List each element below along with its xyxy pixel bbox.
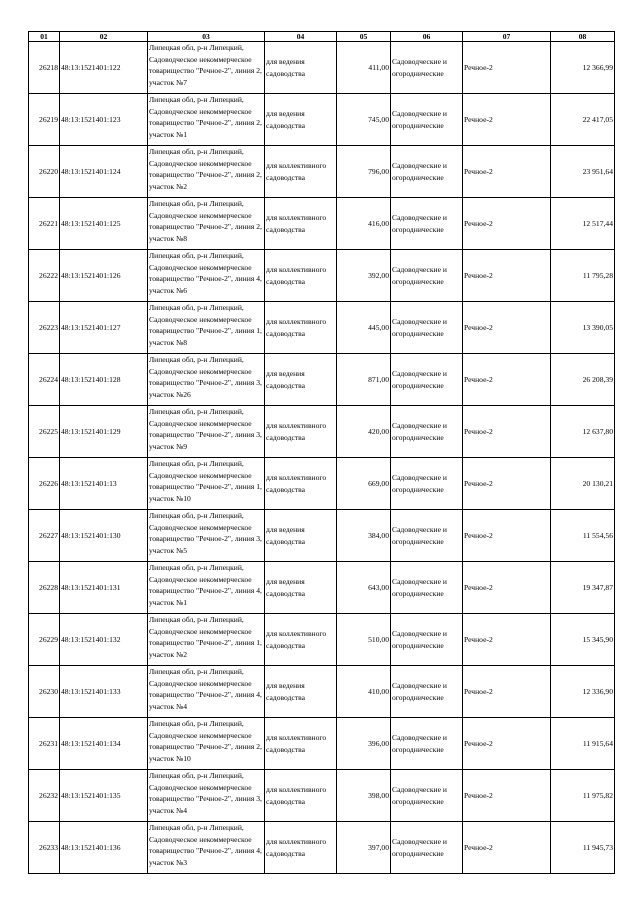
cadastral-value-text: 12 517,44 xyxy=(582,218,613,228)
cadastral-value-text: 11 795,28 xyxy=(582,270,613,280)
cadastral-number-cell xyxy=(60,562,148,614)
settlement-name-cell xyxy=(463,822,551,874)
cadastral-number-cell xyxy=(60,198,148,250)
address-text: Липецкая обл, р-н Липецкий, Садоводческое некоммерческое товарищество "Речное-2", линия 4, участок №3 xyxy=(149,823,262,867)
settlement-name-cell xyxy=(463,666,551,718)
area-cell xyxy=(337,302,391,354)
usage-category-text: Садоводческие и огороднические xyxy=(392,629,447,650)
cadastral-number-text: 48:13:1521401:131 xyxy=(61,582,121,592)
usage-category-text: Садоводческие и огороднические xyxy=(392,213,447,234)
address-text: Липецкая обл, р-н Липецкий, Садоводческое некоммерческое товарищество "Речное-2", линия 2, участок №8 xyxy=(149,199,262,243)
cadastral-value-text: 12 637,80 xyxy=(582,426,613,436)
cadastral-number-cell xyxy=(60,250,148,302)
settlement-name-cell xyxy=(463,718,551,770)
area-text: 392,00 xyxy=(368,270,389,280)
area-cell xyxy=(337,146,391,198)
cadastral-value-text: 22 417,05 xyxy=(582,114,613,124)
row-number-text: 26221 xyxy=(39,218,58,228)
settlement-name-cell xyxy=(463,198,551,250)
row-number-cell xyxy=(29,198,60,250)
permitted-use-cell xyxy=(265,146,337,198)
row-number-cell xyxy=(29,822,60,874)
table-header xyxy=(29,32,615,42)
settlement-name-cell xyxy=(463,458,551,510)
address-cell xyxy=(148,198,265,250)
permitted-use-cell xyxy=(265,250,337,302)
usage-category-text: Садоводческие и огороднические xyxy=(392,473,447,494)
settlement-name-cell xyxy=(463,614,551,666)
row-number-cell xyxy=(29,250,60,302)
address-text: Липецкая обл, р-н Липецкий, Садоводческое некоммерческое товарищество "Речное-2", линия 3, участок №4 xyxy=(149,771,262,815)
usage-category-cell xyxy=(391,770,463,822)
usage-category-text: Садоводческие и огороднические xyxy=(392,525,447,546)
permitted-use-cell xyxy=(265,562,337,614)
row-number-cell xyxy=(29,510,60,562)
row-number-cell xyxy=(29,42,60,94)
cadastral-number-text: 48:13:1521401:13 xyxy=(61,478,117,488)
cadastral-value-cell xyxy=(551,666,615,718)
usage-category-cell xyxy=(391,562,463,614)
area-cell xyxy=(337,94,391,146)
header-col-03: 03 xyxy=(148,32,265,42)
cadastral-value-text: 12 366,99 xyxy=(582,62,613,72)
settlement-name-text: Речное-2 xyxy=(464,166,493,176)
address-cell xyxy=(148,458,265,510)
permitted-use-text: для коллективного садоводства xyxy=(266,265,327,286)
area-cell xyxy=(337,822,391,874)
usage-category-cell xyxy=(391,718,463,770)
cadastral-value-text: 19 347,87 xyxy=(582,582,613,592)
usage-category-cell xyxy=(391,666,463,718)
usage-category-text: Садоводческие и огороднические xyxy=(392,317,447,338)
area-text: 384,00 xyxy=(368,530,389,540)
address-text: Липецкая обл, р-н Липецкий, Садоводческое некоммерческое товарищество "Речное-2", линия 1, участок №2 xyxy=(149,615,262,659)
usage-category-text: Садоводческие и огороднические xyxy=(392,109,447,130)
area-cell xyxy=(337,354,391,406)
table-row xyxy=(29,250,615,302)
address-text: Липецкая обл, р-н Липецкий, Садоводческое некоммерческое товарищество "Речное-2", линия 3, участок №9 xyxy=(149,407,262,451)
usage-category-text: Садоводческие и огороднические xyxy=(392,57,447,78)
address-text: Липецкая обл, р-н Липецкий, Садоводческое некоммерческое товарищество "Речное-2", линия 4, участок №6 xyxy=(149,251,262,295)
cadastral-value-cell xyxy=(551,42,615,94)
header-col-07: 07 xyxy=(463,32,551,42)
settlement-name-text: Речное-2 xyxy=(464,582,493,592)
table-row xyxy=(29,354,615,406)
cadastral-number-cell xyxy=(60,614,148,666)
area-text: 416,00 xyxy=(368,218,389,228)
area-text: 510,00 xyxy=(368,634,389,644)
cadastral-number-cell xyxy=(60,822,148,874)
row-number-text: 26228 xyxy=(39,582,58,592)
permitted-use-cell xyxy=(265,718,337,770)
settlement-name-cell xyxy=(463,770,551,822)
permitted-use-text: для коллективного садоводства xyxy=(266,473,327,494)
cadastral-value-text: 11 945,73 xyxy=(582,842,613,852)
usage-category-text: Садоводческие и огороднические xyxy=(392,733,447,754)
row-number-cell xyxy=(29,718,60,770)
row-number-cell xyxy=(29,406,60,458)
address-text: Липецкая обл, р-н Липецкий, Садоводческое некоммерческое товарищество "Речное-2", линия 3, участок №26 xyxy=(149,355,262,399)
row-number-text: 26233 xyxy=(39,842,58,852)
cadastral-number-cell xyxy=(60,510,148,562)
cadastral-number-text: 48:13:1521401:130 xyxy=(61,530,121,540)
address-cell xyxy=(148,614,265,666)
settlement-name-cell xyxy=(463,406,551,458)
usage-category-cell xyxy=(391,510,463,562)
usage-category-text: Садоводческие и огороднические xyxy=(392,785,447,806)
table-row xyxy=(29,42,615,94)
area-cell xyxy=(337,458,391,510)
permitted-use-cell xyxy=(265,406,337,458)
cadastral-number-text: 48:13:1521401:134 xyxy=(61,738,121,748)
cadastral-value-text: 15 345,90 xyxy=(582,634,613,644)
usage-category-cell xyxy=(391,198,463,250)
area-text: 397,00 xyxy=(368,842,389,852)
permitted-use-text: для коллективного садоводства xyxy=(266,213,327,234)
cadastral-number-text: 48:13:1521401:123 xyxy=(61,114,121,124)
header-row xyxy=(29,32,615,42)
permitted-use-text: для ведения садоводства xyxy=(266,525,306,546)
permitted-use-cell xyxy=(265,770,337,822)
cadastral-number-cell xyxy=(60,666,148,718)
address-text: Липецкая обл, р-н Липецкий, Садоводческое некоммерческое товарищество "Речное-2", линия 2, участок №1 xyxy=(149,95,262,139)
permitted-use-cell xyxy=(265,198,337,250)
row-number-text: 26229 xyxy=(39,634,58,644)
settlement-name-cell xyxy=(463,250,551,302)
row-number-cell xyxy=(29,666,60,718)
row-number-text: 26231 xyxy=(39,738,58,748)
usage-category-cell xyxy=(391,458,463,510)
permitted-use-cell xyxy=(265,302,337,354)
table-row xyxy=(29,822,615,874)
table-row xyxy=(29,666,615,718)
settlement-name-cell xyxy=(463,146,551,198)
address-text: Липецкая обл, р-н Липецкий, Садоводческое некоммерческое товарищество "Речное-2", линия 2, участок №7 xyxy=(149,43,262,87)
row-number-cell xyxy=(29,770,60,822)
cadastral-number-text: 48:13:1521401:127 xyxy=(61,322,121,332)
cadastral-value-cell xyxy=(551,146,615,198)
area-text: 398,00 xyxy=(368,790,389,800)
cadastral-number-cell xyxy=(60,718,148,770)
row-number-cell xyxy=(29,302,60,354)
address-cell xyxy=(148,406,265,458)
area-text: 410,00 xyxy=(368,686,389,696)
address-text: Липецкая обл, р-н Липецкий, Садоводческое некоммерческое товарищество "Речное-2", линия 1, участок №10 xyxy=(149,459,262,503)
row-number-text: 26226 xyxy=(39,478,58,488)
permitted-use-text: для коллективного садоводства xyxy=(266,161,327,182)
settlement-name-cell xyxy=(463,354,551,406)
usage-category-text: Садоводческие и огороднические xyxy=(392,161,447,182)
area-cell xyxy=(337,42,391,94)
settlement-name-text: Речное-2 xyxy=(464,322,493,332)
table-body xyxy=(29,42,615,874)
settlement-name-text: Речное-2 xyxy=(464,738,493,748)
area-text: 796,00 xyxy=(368,166,389,176)
area-cell xyxy=(337,666,391,718)
header-col-02: 02 xyxy=(60,32,148,42)
cadastral-number-cell xyxy=(60,458,148,510)
cadastral-value-text: 11 915,64 xyxy=(582,738,613,748)
cadastral-number-cell xyxy=(60,302,148,354)
cadastral-number-cell xyxy=(60,406,148,458)
area-text: 420,00 xyxy=(368,426,389,436)
permitted-use-text: для ведения садоводства xyxy=(266,681,306,702)
area-text: 411,00 xyxy=(368,62,389,72)
row-number-cell xyxy=(29,458,60,510)
area-text: 745,00 xyxy=(368,114,389,124)
table-row xyxy=(29,94,615,146)
address-cell xyxy=(148,562,265,614)
permitted-use-cell xyxy=(265,458,337,510)
header-col-08: 08 xyxy=(551,32,615,42)
cadastral-value-cell xyxy=(551,250,615,302)
cadastral-number-text: 48:13:1521401:133 xyxy=(61,686,121,696)
settlement-name-text: Речное-2 xyxy=(464,270,493,280)
permitted-use-text: для ведения садоводства xyxy=(266,369,306,390)
cadastral-value-text: 12 336,90 xyxy=(582,686,613,696)
permitted-use-text: для коллективного садоводства xyxy=(266,733,327,754)
permitted-use-text: для ведения садоводства xyxy=(266,577,306,598)
table-row xyxy=(29,718,615,770)
cadastral-value-cell xyxy=(551,406,615,458)
row-number-text: 26222 xyxy=(39,270,58,280)
cadastral-value-cell xyxy=(551,354,615,406)
usage-category-text: Садоводческие и огороднические xyxy=(392,577,447,598)
table-row xyxy=(29,198,615,250)
permitted-use-text: для коллективного садоводства xyxy=(266,421,327,442)
cadastral-number-text: 48:13:1521401:135 xyxy=(61,790,121,800)
cadastral-value-cell xyxy=(551,94,615,146)
settlement-name-text: Речное-2 xyxy=(464,686,493,696)
row-number-text: 26227 xyxy=(39,530,58,540)
table-row xyxy=(29,770,615,822)
address-cell xyxy=(148,718,265,770)
row-number-text: 26225 xyxy=(39,426,58,436)
settlement-name-cell xyxy=(463,94,551,146)
permitted-use-cell xyxy=(265,354,337,406)
address-text: Липецкая обл, р-н Липецкий, Садоводческое некоммерческое товарищество "Речное-2", линия 4, участок №4 xyxy=(149,667,262,711)
permitted-use-text: для коллективного садоводства xyxy=(266,629,327,650)
cadastral-value-text: 26 208,39 xyxy=(582,374,613,384)
cadastral-value-cell xyxy=(551,614,615,666)
area-cell xyxy=(337,250,391,302)
cadastral-number-text: 48:13:1521401:122 xyxy=(61,62,121,72)
cadastral-number-text: 48:13:1521401:125 xyxy=(61,218,121,228)
area-text: 643,00 xyxy=(368,582,389,592)
permitted-use-cell xyxy=(265,666,337,718)
permitted-use-text: для коллективного садоводства xyxy=(266,785,327,806)
cadastral-number-cell xyxy=(60,770,148,822)
address-cell xyxy=(148,770,265,822)
usage-category-text: Садоводческие и огороднические xyxy=(392,265,447,286)
row-number-text: 26219 xyxy=(39,114,58,124)
settlement-name-cell xyxy=(463,562,551,614)
settlement-name-text: Речное-2 xyxy=(464,218,493,228)
cadastral-number-cell xyxy=(60,42,148,94)
cadastral-number-cell xyxy=(60,94,148,146)
row-number-text: 26224 xyxy=(39,374,58,384)
area-text: 445,00 xyxy=(368,322,389,332)
area-cell xyxy=(337,770,391,822)
row-number-text: 26230 xyxy=(39,686,58,696)
permitted-use-text: для ведения садоводства xyxy=(266,57,306,78)
row-number-cell xyxy=(29,146,60,198)
settlement-name-text: Речное-2 xyxy=(464,842,493,852)
settlement-name-text: Речное-2 xyxy=(464,114,493,124)
address-text: Липецкая обл, р-н Липецкий, Садоводческое некоммерческое товарищество "Речное-2", линия 1, участок №8 xyxy=(149,303,262,347)
settlement-name-text: Речное-2 xyxy=(464,426,493,436)
permitted-use-cell xyxy=(265,614,337,666)
usage-category-cell xyxy=(391,822,463,874)
cadastral-value-text: 20 130,21 xyxy=(582,478,613,488)
permitted-use-text: для коллективного садоводства xyxy=(266,317,327,338)
settlement-name-cell xyxy=(463,510,551,562)
cadastral-number-cell xyxy=(60,146,148,198)
settlement-name-cell xyxy=(463,302,551,354)
area-cell xyxy=(337,718,391,770)
table-row xyxy=(29,458,615,510)
row-number-text: 26220 xyxy=(39,166,58,176)
cadastral-value-text: 11 554,56 xyxy=(582,530,613,540)
address-cell xyxy=(148,354,265,406)
cadastral-value-cell xyxy=(551,562,615,614)
cadastral-value-text: 13 390,05 xyxy=(582,322,613,332)
address-cell xyxy=(148,42,265,94)
land-registry-table xyxy=(28,31,615,874)
usage-category-cell xyxy=(391,42,463,94)
usage-category-cell xyxy=(391,146,463,198)
address-cell xyxy=(148,94,265,146)
address-cell xyxy=(148,302,265,354)
table-row xyxy=(29,614,615,666)
address-text: Липецкая обл, р-н Липецкий, Садоводческое некоммерческое товарищество "Речное-2", линия 2, участок №10 xyxy=(149,719,262,763)
usage-category-cell xyxy=(391,250,463,302)
permitted-use-cell xyxy=(265,510,337,562)
table-row xyxy=(29,562,615,614)
permitted-use-cell xyxy=(265,822,337,874)
cadastral-value-text: 23 951,64 xyxy=(582,166,613,176)
usage-category-text: Садоводческие и огороднические xyxy=(392,681,447,702)
row-number-cell xyxy=(29,94,60,146)
area-cell xyxy=(337,510,391,562)
usage-category-cell xyxy=(391,94,463,146)
row-number-cell xyxy=(29,354,60,406)
area-cell xyxy=(337,562,391,614)
area-text: 669,00 xyxy=(368,478,389,488)
table-row xyxy=(29,302,615,354)
address-cell xyxy=(148,250,265,302)
cadastral-value-cell xyxy=(551,822,615,874)
area-cell xyxy=(337,406,391,458)
usage-category-cell xyxy=(391,354,463,406)
settlement-name-text: Речное-2 xyxy=(464,530,493,540)
cadastral-value-cell xyxy=(551,198,615,250)
settlement-name-text: Речное-2 xyxy=(464,790,493,800)
settlement-name-cell xyxy=(463,42,551,94)
cadastral-number-text: 48:13:1521401:136 xyxy=(61,842,121,852)
cadastral-value-cell xyxy=(551,770,615,822)
table-row xyxy=(29,510,615,562)
cadastral-number-text: 48:13:1521401:129 xyxy=(61,426,121,436)
area-text: 871,00 xyxy=(368,374,389,384)
permitted-use-cell xyxy=(265,42,337,94)
cadastral-number-cell xyxy=(60,354,148,406)
cadastral-value-cell xyxy=(551,302,615,354)
row-number-cell xyxy=(29,614,60,666)
row-number-text: 26223 xyxy=(39,322,58,332)
permitted-use-cell xyxy=(265,94,337,146)
usage-category-text: Садоводческие и огороднические xyxy=(392,369,447,390)
row-number-cell xyxy=(29,562,60,614)
row-number-text: 26232 xyxy=(39,790,58,800)
cadastral-number-text: 48:13:1521401:124 xyxy=(61,166,121,176)
settlement-name-text: Речное-2 xyxy=(464,62,493,72)
header-col-01: 01 xyxy=(29,32,60,42)
address-text: Липецкая обл, р-н Липецкий, Садоводческое некоммерческое товарищество "Речное-2", линия 3, участок №5 xyxy=(149,511,262,555)
cadastral-number-text: 48:13:1521401:132 xyxy=(61,634,121,644)
permitted-use-text: для коллективного садоводства xyxy=(266,837,327,858)
usage-category-cell xyxy=(391,614,463,666)
cadastral-value-cell xyxy=(551,510,615,562)
row-number-text: 26218 xyxy=(39,62,58,72)
area-text: 396,00 xyxy=(368,738,389,748)
permitted-use-text: для ведения садоводства xyxy=(266,109,306,130)
address-text: Липецкая обл, р-н Липецкий, Садоводческое некоммерческое товарищество "Речное-2", линия 2, участок №2 xyxy=(149,147,262,191)
header-col-04: 04 xyxy=(265,32,337,42)
usage-category-cell xyxy=(391,406,463,458)
usage-category-text: Садоводческие и огороднические xyxy=(392,837,447,858)
address-cell xyxy=(148,146,265,198)
settlement-name-text: Речное-2 xyxy=(464,634,493,644)
cadastral-number-text: 48:13:1521401:128 xyxy=(61,374,121,384)
header-col-05: 05 xyxy=(337,32,391,42)
usage-category-text: Садоводческие и огороднические xyxy=(392,421,447,442)
header-col-06: 06 xyxy=(391,32,463,42)
address-cell xyxy=(148,666,265,718)
settlement-name-text: Речное-2 xyxy=(464,374,493,384)
table-row xyxy=(29,406,615,458)
cadastral-value-text: 11 975,82 xyxy=(582,790,613,800)
address-cell xyxy=(148,822,265,874)
cadastral-value-cell xyxy=(551,718,615,770)
address-text: Липецкая обл, р-н Липецкий, Садоводческое некоммерческое товарищество "Речное-2", линия 4, участок №1 xyxy=(149,563,262,607)
area-cell xyxy=(337,198,391,250)
area-cell xyxy=(337,614,391,666)
table-row xyxy=(29,146,615,198)
settlement-name-text: Речное-2 xyxy=(464,478,493,488)
address-cell xyxy=(148,510,265,562)
cadastral-value-cell xyxy=(551,458,615,510)
cadastral-number-text: 48:13:1521401:126 xyxy=(61,270,121,280)
usage-category-cell xyxy=(391,302,463,354)
